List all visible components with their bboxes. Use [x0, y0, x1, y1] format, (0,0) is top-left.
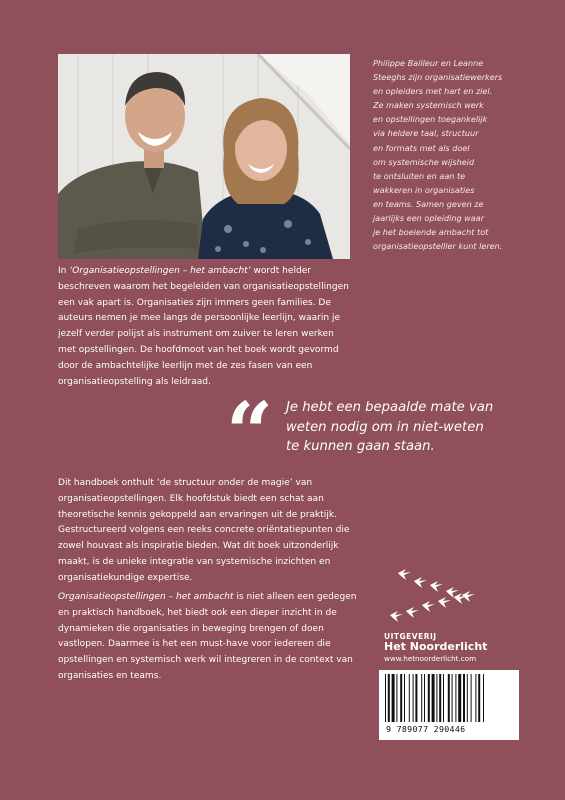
paragraph-line: met opstellingen. De hoofdmoot van het boek wordt gevormd	[58, 344, 339, 355]
text-fragment: wordt helder	[250, 266, 311, 276]
quote-line: weten nodig om in niet-weten	[286, 419, 484, 435]
isbn-digits: 9 789077 290446	[386, 724, 466, 734]
paragraph-line: opstellingen en systemisch werk wil integreren in de context van	[58, 655, 353, 666]
barcode-bar	[421, 674, 422, 722]
barcode-bar	[452, 674, 453, 722]
barcode-bar	[428, 674, 430, 722]
bird-icon	[438, 597, 451, 608]
bio-line: Philippe Bailleur en Leanne	[373, 58, 484, 68]
paragraph-line: zowel houvast als inspiratie bieden. Wat dit boek uitzonderlijk	[58, 541, 339, 552]
paragraph-line: een vak apart is. Organisaties zijn immers geen families. De	[58, 297, 331, 308]
bio-line: te ontsluiten en aan te	[373, 170, 466, 181]
barcode-bars	[379, 674, 519, 724]
quote-marks: “	[226, 385, 264, 481]
paragraph-line: Gestructureerd volgens een reeks concrete oriëntatiepunten die	[58, 525, 350, 536]
bio-line: organisatieopstelller kunt leren.	[373, 241, 503, 252]
barcode-bar	[478, 674, 480, 722]
barcode-bar	[432, 674, 435, 722]
bio-line: Steeghs zijn organisatiewerkers	[373, 72, 503, 83]
bio-line: Ze maken systemisch werk	[373, 100, 484, 111]
publisher-url: www.hetnoorderlicht.com	[384, 654, 477, 663]
description-paragraph-3	[58, 590, 368, 685]
publisher-name: Het Noorderlicht	[384, 640, 488, 653]
paragraph-line: theoretische kennis gekoppeld aan ervaringen uit de praktijk.	[58, 509, 337, 520]
barcode-bar	[448, 674, 450, 722]
barcode-bar	[436, 674, 437, 722]
bird-icon	[398, 569, 411, 580]
paragraph-line: organisatieopstellingen. Elk hoofdstuk biedt een schat aan	[58, 493, 324, 504]
barcode-bar	[415, 674, 417, 722]
bio-line: je het boeiende ambacht tot	[373, 227, 489, 238]
barcode-bar	[413, 674, 414, 722]
barcode-bar	[424, 674, 425, 722]
author-bio	[373, 56, 543, 253]
bio-line: en teams. Samen geven ze	[373, 198, 484, 209]
paragraph-line: en praktisch handboek, het biedt ook een dieper inzicht in de	[58, 607, 337, 618]
paragraph-line: maakt, is de unieke integratie van systemische inzichten en	[58, 556, 331, 567]
bio-line: jaarlijks een opleiding waar	[373, 213, 485, 224]
text-fragment: In	[58, 266, 70, 276]
barcode-bar	[443, 674, 444, 722]
description-paragraph-1	[58, 264, 510, 390]
bird-icon	[390, 611, 403, 622]
barcode-bar	[483, 674, 484, 722]
pull-quote	[286, 398, 516, 457]
paragraph-line: dynamieken die organisaties in beweging brengen of doen	[58, 623, 324, 634]
bio-line: en opleiders met hart en ziel.	[373, 86, 493, 97]
quote-line: Je hebt een bepaalde mate van	[286, 400, 494, 415]
bio-line: om systemische wijsheid	[373, 156, 475, 167]
text-fragment: is niet alleen een gedegen	[233, 592, 357, 602]
bio-line: en formats met als doel	[373, 142, 470, 153]
book-title: ‘Organisatieopstellingen – het ambacht’	[69, 266, 251, 276]
publisher-label: UITGEVERIJ	[384, 632, 437, 641]
bird-icon	[430, 581, 443, 592]
barcode-bar	[439, 674, 441, 722]
paragraph-line: organisatiekundige expertise.	[58, 572, 193, 583]
barcode-bar	[400, 674, 402, 722]
book-title: Organisatieopstellingen – het ambacht	[58, 592, 234, 602]
barcode-bar	[404, 674, 405, 722]
bio-line: via heldere taal, structuur	[373, 128, 479, 139]
barcode-bar	[463, 674, 465, 722]
bird-icon	[414, 577, 427, 588]
paragraph-line: beschreven waarom het begeleiden van organisatieopstellingen	[58, 281, 349, 292]
barcode-bar	[458, 674, 461, 722]
barcode-bar	[409, 674, 410, 722]
paragraph-line: organisatieopstelling als leidraad.	[58, 376, 211, 387]
paragraph-line: vastlopen. Daarmee is het een must-have voor iedereen die	[58, 639, 331, 650]
barcode-bar	[396, 674, 397, 722]
bird-icon	[406, 607, 419, 618]
paragraph-line	[58, 264, 510, 280]
barcode-bar	[475, 674, 476, 722]
bio-line: wakkeren in organisaties	[373, 184, 475, 195]
paragraph-line	[58, 590, 368, 606]
paragraph-line: door de ambachtelijke leerlijn met de zes fasen van een	[58, 360, 313, 371]
bio-line: en opstellingen toegankelijk	[373, 114, 488, 125]
barcode-bar	[385, 674, 386, 722]
barcode-bar	[471, 674, 472, 722]
barcode-bar	[455, 674, 456, 722]
barcode-bar	[388, 674, 390, 722]
paragraph-line: organisaties en teams.	[58, 670, 162, 681]
quote-line: te kunnen gaan staan.	[286, 439, 435, 454]
bird-icon	[422, 601, 435, 612]
paragraph-line: auteurs nemen je mee langs de persoonlijke leerlijn, waarin je	[58, 313, 341, 324]
barcode-bar	[392, 674, 395, 722]
paragraph-line: jezelf verder polijst als instrument om zuiver te leren werken	[58, 329, 334, 340]
barcode-bar	[467, 674, 468, 722]
author-photo	[58, 54, 350, 259]
paragraph-line: Dit handboek onthult ‘de structuur onder de magie’ van	[58, 478, 313, 488]
